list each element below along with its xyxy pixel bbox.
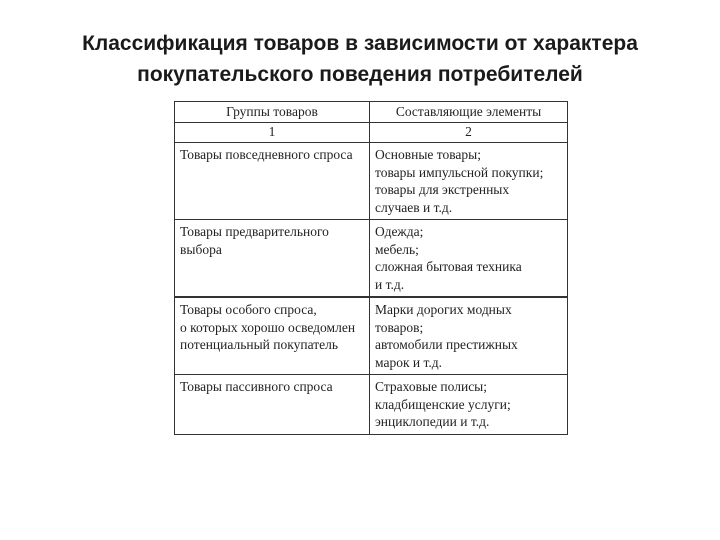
cell-line: Товары особого спроса, xyxy=(180,302,317,317)
title-line-2: покупательского поведения потребителей xyxy=(137,63,583,86)
cell-line: Марки дорогих модных xyxy=(375,302,512,317)
cell-line: потенциальный покупатель xyxy=(180,337,339,352)
elements-cell xyxy=(370,143,568,220)
cell-line: автомобили престижных xyxy=(375,337,518,352)
table-row xyxy=(175,220,568,298)
cell-line: товары импульсной покупки; xyxy=(375,164,544,180)
cell-line: о которых хорошо осведомлен xyxy=(180,319,356,335)
group-cell xyxy=(175,143,370,220)
elements-cell xyxy=(370,220,568,298)
table-row xyxy=(175,375,568,435)
cell-line: Основные товары; xyxy=(375,147,481,162)
cell-line: марок и т.д. xyxy=(375,354,442,370)
column-number-1: 1 xyxy=(175,123,370,143)
cell-line: сложная бытовая техника xyxy=(375,259,522,274)
cell-line: Товары предварительного xyxy=(180,224,329,239)
elements-cell xyxy=(370,297,568,375)
cell-line: кладбищенские услуги; xyxy=(375,396,511,412)
group-cell xyxy=(175,297,370,375)
table-header-row xyxy=(175,102,568,123)
cell-line: Товары повседневного спроса xyxy=(180,147,353,162)
elements-cell xyxy=(370,375,568,435)
group-cell xyxy=(175,375,370,435)
cell-line: Страховые полисы; xyxy=(375,379,488,394)
cell-line: Одежда; xyxy=(375,224,424,239)
table-row xyxy=(175,297,568,375)
table-row xyxy=(175,143,568,220)
page-title xyxy=(0,28,720,90)
cell-line: случаев и т.д. xyxy=(375,199,453,215)
cell-line: Товары пассивного спроса xyxy=(180,379,333,394)
title-line-1: Классификация товаров в зависимости от характера xyxy=(82,32,638,55)
cell-line: товары для экстренных xyxy=(375,182,510,197)
goods-classification-table xyxy=(174,101,568,435)
header-cell-elements: Составляющие элементы xyxy=(370,102,568,123)
cell-line: и т.д. xyxy=(375,276,405,292)
column-number-row xyxy=(175,123,568,143)
cell-line: товаров; xyxy=(375,319,424,335)
header-cell-groups: Группы товаров xyxy=(175,102,370,123)
cell-line: энциклопедии и т.д. xyxy=(375,414,490,429)
cell-line: выбора xyxy=(180,241,222,257)
column-number-2: 2 xyxy=(370,123,568,143)
group-cell xyxy=(175,220,370,298)
cell-line: мебель; xyxy=(375,241,419,257)
